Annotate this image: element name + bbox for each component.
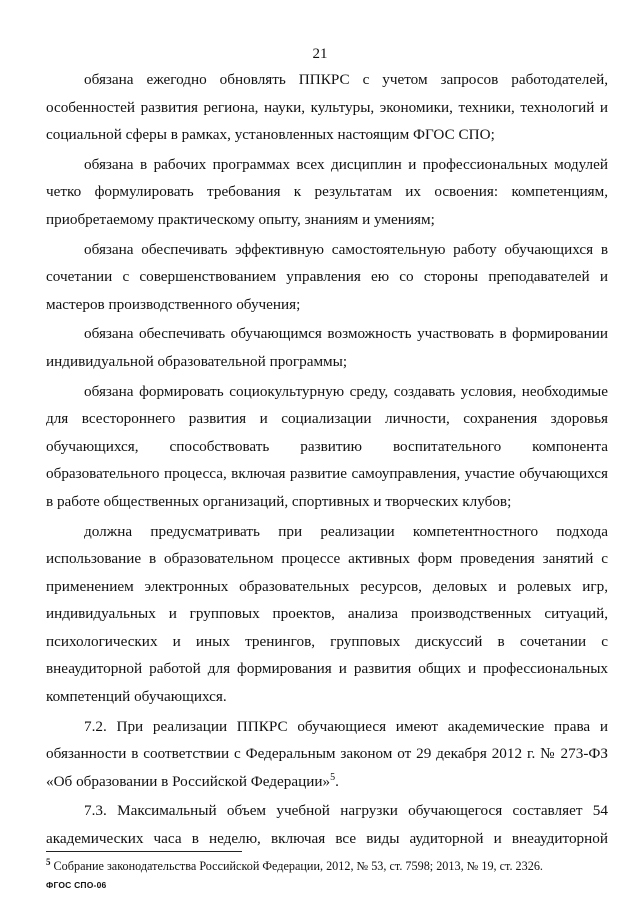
paragraph-work-programs: обязана в рабочих программах всех дисциплин и профессиональных модулей четко формулировать требования к результатам их освоения: компетенциям, приобретаемому практическому опыту, знаниям и умениям; — [46, 155, 608, 228]
paragraph-7-3: 7.3. Максимальный объем учебной нагрузки обучающегося составляет 54 академических часа в неделю, включая все виды аудиторной и внеаудиторной — [46, 802, 608, 848]
footnote-divider — [46, 851, 242, 852]
footnote-reference: 5 — [330, 771, 336, 783]
paragraph-competence-approach: должна предусматривать при реализации компетентностного подхода использование в образовательном процессе активных форм проведения занятий с применением электронных образовательных ресурсов, деловых и ролевых игр, индивидуальных и групповых проектов, анализа производственных ситуаций, психологических и иных тренингов, групповых дискуссий в сочетании с внеаудиторной работой для формирования и развития общих и профессиональных компетенций обучающихся. — [46, 522, 608, 706]
footnote — [46, 858, 608, 874]
document-code: ФГОС СПО-06 — [46, 880, 107, 890]
paragraph-independent-work: обязана обеспечивать эффективную самостоятельную работу обучающихся в сочетании с совершенствованием управления ею со стороны преподавателей и мастеров производственного обучения; — [46, 240, 608, 313]
paragraph-individual-program: обязана обеспечивать обучающимся возможность участвовать в формировании индивидуальной образовательной программы; — [46, 325, 608, 370]
paragraph-sociocultural-environment: обязана формировать социокультурную среду, создавать условия, необходимые для всестороннего развития и социализации личности, сохранения здоровья обучающихся, способствовать развитию воспитательного компонента образовательного процесса, включая развитие самоуправления, участие обучающихся в работе общественных организаций, спортивных и творческих клубов; — [46, 382, 608, 510]
paragraph-7-2: 7.2. При реализации ППКРС обучающиеся имеют академические права и обязанности в соответствии с Федеральным законом от 29 декабря 2012 г. № 273-ФЗ «Об образовании в Российской Федерации»$^5$. — [46, 717, 608, 790]
footnote-text: Собрание законодательства Российской Федерации, 2012, № 53, ст. 7598; 2013, № 19, ст. 2326. — [53, 859, 543, 873]
paragraph-7-2-text: 7.2. При реализации ППКРС обучающиеся имеют академические права и обязанности в соответствии с Федеральным законом от 29 декабря 2012 г. № 273-ФЗ «Об образовании в Российской Федерации» — [46, 717, 608, 790]
footnote-mark: 5 — [46, 856, 51, 867]
document-body — [46, 66, 608, 853]
page-number: 21 — [312, 46, 328, 62]
paragraph-update-ppkrs: обязана ежегодно обновлять ППКРС с учетом запросов работодателей, особенностей развития региона, науки, культуры, экономики, техники, технологий и социальной сферы в рамках, установленных настоящим ФГОС СПО; — [46, 71, 608, 144]
